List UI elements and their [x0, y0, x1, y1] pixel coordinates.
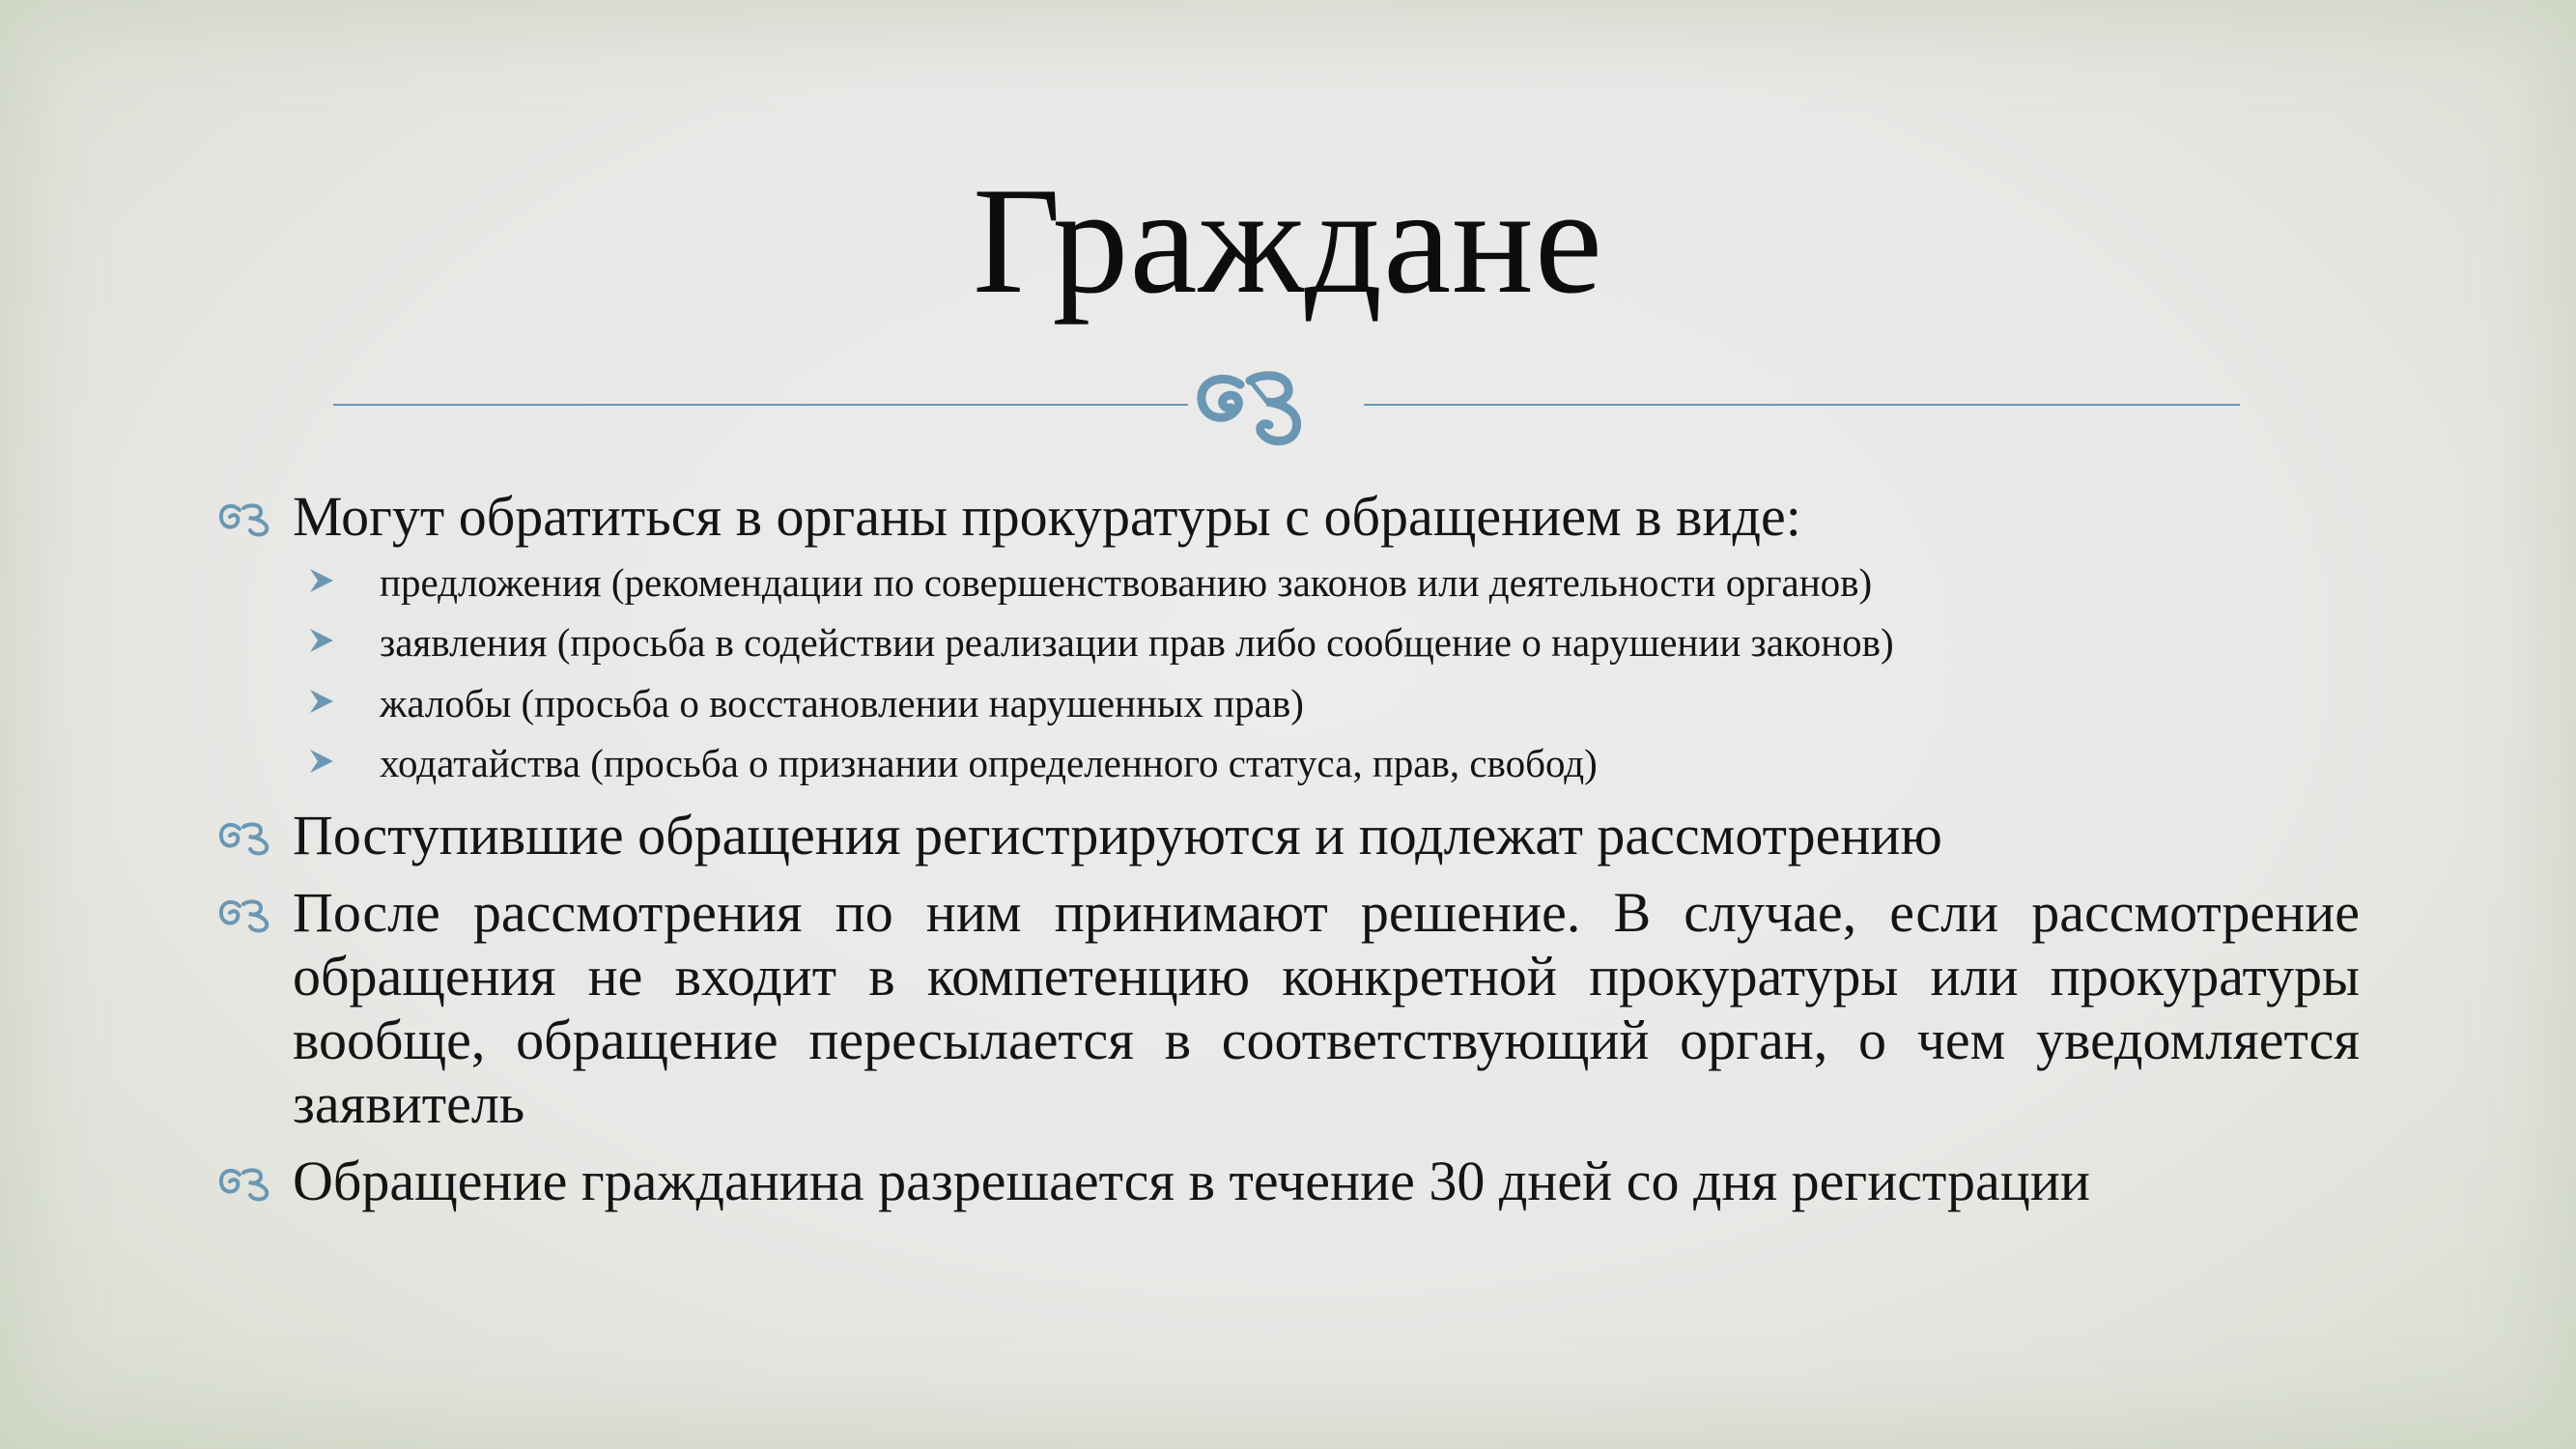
sub-item-1: предложения (рекомендации по совершенствованию законов или деятельности органов) [380, 560, 1873, 605]
curl-bullet-icon [218, 1163, 274, 1202]
arrow-bullet-icon [307, 747, 336, 776]
arrow-bullet-icon [307, 687, 336, 716]
sub-item-3: жалобы (просьба о восстановлении нарушенных прав) [380, 681, 1304, 725]
arrow-bullet-icon [307, 566, 336, 595]
sub-item-4: ходатайства (просьба о признании определенного статуса, прав, свобод) [380, 741, 1598, 785]
bullet-item-1: Могут обратиться в органы прокуратуры с обращением в виде: [293, 485, 1801, 548]
curl-bullet-icon [218, 895, 274, 933]
bullet-item-3: После рассмотрения по ним принимают решение. В случае, если рассмотрение обращения не входит в компетенцию конкретной прокуратуры или прокуратуры вообще, обращение пересылается в соответствующий орган, о чем уведомляется заявитель [293, 881, 2360, 1135]
curl-bullet-icon [218, 498, 274, 537]
bullet-item-4: Обращение гражданина разрешается в течение 30 дней со дня регистрации [293, 1150, 2090, 1212]
bullet-item-2: Поступившие обращения регистрируются и подлежат рассмотрению [293, 804, 1942, 867]
curl-bullet-icon [218, 817, 274, 856]
sub-item-2: заявления (просьба в содействии реализации прав либо сообщение о нарушении законов) [380, 620, 1894, 665]
arrow-bullet-icon [307, 626, 336, 655]
slide-title: Граждане [973, 156, 1603, 326]
